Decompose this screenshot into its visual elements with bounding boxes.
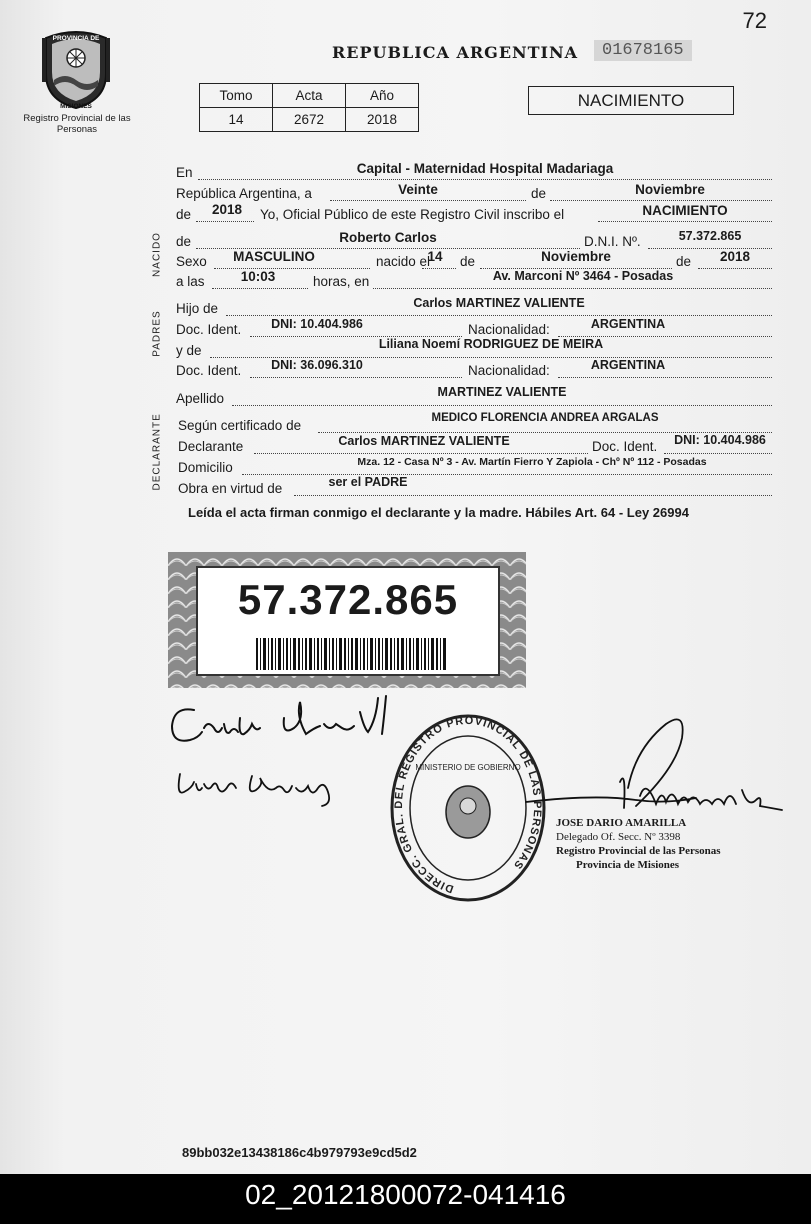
value-madre-nac: ARGENTINA [590, 358, 666, 372]
side-label-padres: PADRES [151, 310, 163, 357]
official-block [556, 816, 721, 872]
value-nombre: Roberto Carlos [339, 230, 437, 245]
label-de-anio: de [176, 207, 192, 222]
value-nac-anio: 2018 [719, 249, 751, 264]
label-segun: Según certificado de [178, 418, 302, 433]
value-nac-mes: Noviembre [541, 249, 611, 264]
value-domicilio: Mza. 12 - Casa Nº 3 - Av. Martín Fierro Y Zapiola - Chº Nº 112 - Posadas [357, 456, 707, 468]
page-number: 72 [742, 8, 767, 33]
value-padre-nac: ARGENTINA [590, 317, 666, 331]
security-stamp [168, 552, 526, 688]
value-hora: 10:03 [240, 269, 276, 284]
value-anio: 2018 [211, 202, 243, 217]
svg-text:DIRECC. GRAL. DEL REGISTRO PRO: DIRECC. GRAL. DEL REGISTRO PROVINCIAL DE LAS PERSONAS [392, 714, 544, 895]
label-horas-en: horas, en [313, 274, 370, 289]
value-mes: Noviembre [635, 182, 705, 197]
serial-number: 01678165 [594, 40, 692, 61]
stamp-label [196, 566, 500, 676]
side-label-declarante: DECLARANTE [151, 413, 163, 491]
value-lugar: Capital - Maternidad Hospital Madariaga [356, 161, 614, 176]
label-apellido: Apellido [176, 391, 225, 406]
anio-header: Año [346, 84, 419, 108]
value-dni: 57.372.865 [678, 229, 742, 243]
label-doc-madre: Doc. Ident. [176, 363, 242, 378]
label-obra: Obra en virtud de [178, 481, 283, 496]
document-hash: 89bb032e13438186c4b979793e9cd5d2 [182, 1145, 417, 1160]
acta-value: 2672 [273, 108, 346, 132]
official-province: Provincia de Misiones [576, 859, 680, 871]
file-id-bar: 02_20121800072-041416 [0, 1174, 811, 1224]
label-nacionalidad-padre: Nacionalidad: [468, 322, 550, 337]
value-acto: NACIMIENTO [642, 203, 728, 218]
acta-header: Acta [273, 84, 346, 108]
label-de-nac-mes: de [460, 254, 476, 269]
side-label-nacido: NACIDO [151, 232, 163, 277]
value-lugar-nac: Av. Marconi Nº 3464 - Posadas [492, 269, 674, 283]
svg-text:MINISTERIO DE GOBIERNO: MINISTERIO DE GOBIERNO [415, 763, 521, 772]
record-table [199, 83, 419, 132]
label-declarante: Declarante [178, 439, 244, 454]
label-en: En [176, 165, 193, 180]
value-madre-doc: DNI: 36.096.310 [271, 358, 363, 372]
value-madre: Liliana Noemí RODRIGUEZ DE MEIRA [378, 337, 604, 351]
value-obra: ser el PADRE [328, 475, 408, 489]
label-dni: D.N.I. Nº. [584, 234, 641, 249]
value-apellido: MARTINEZ VALIENTE [437, 385, 567, 399]
label-de-nombre: de [176, 234, 192, 249]
official-name: JOSE DARIO AMARILLA [556, 817, 687, 829]
svg-text:MISIONES: MISIONES [60, 103, 92, 110]
tomo-value: 14 [200, 108, 273, 132]
stamp-number: 57.372.865 [237, 576, 459, 623]
value-declarante: Carlos MARTINEZ VALIENTE [338, 434, 510, 448]
value-nac-dia: 14 [427, 249, 443, 264]
value-certificado: MEDICO FLORENCIA ANDREA ARGALAS [431, 412, 659, 424]
label-doc-declarante: Doc. Ident. [592, 439, 658, 454]
label-de-mes: de [531, 186, 547, 201]
mother-signature-icon [172, 766, 352, 808]
svg-text:PROVINCIA DE: PROVINCIA DE [52, 35, 100, 42]
value-sexo: MASCULINO [233, 249, 315, 264]
father-signature-icon [164, 688, 414, 760]
record-type-box: NACIMIENTO [528, 86, 734, 115]
value-declarante-doc: DNI: 10.404.986 [674, 433, 766, 447]
label-doc-padre: Doc. Ident. [176, 322, 242, 337]
label-nacionalidad-madre: Nacionalidad: [468, 363, 550, 378]
crest-caption: Registro Provincial de las Personas [23, 113, 131, 135]
value-padre-doc: DNI: 10.404.986 [271, 317, 363, 331]
anio-value: 2018 [346, 108, 419, 132]
closing-note: Leída el acta firman conmigo el declarante y la madre. Hábiles Art. 64 - Ley 26994 [188, 505, 689, 520]
label-hijo-de: Hijo de [176, 301, 219, 316]
label-y-de: y de [176, 343, 202, 358]
document-title: REPUBLICA ARGENTINA [332, 43, 579, 62]
label-republica: República Argentina, a [176, 186, 312, 201]
label-oficial: Yo, Oficial Público de este Registro Civil inscribo el [260, 207, 565, 222]
barcode-icon [256, 638, 446, 670]
official-office: Registro Provincial de las Personas [556, 845, 721, 857]
label-nacido-el: nacido el [376, 254, 431, 269]
province-crest-icon [38, 28, 114, 110]
label-domicilio: Domicilio [178, 460, 233, 475]
value-padre: Carlos MARTINEZ VALIENTE [413, 296, 585, 310]
label-a-las: a las [176, 274, 205, 289]
label-de-nac-anio: de [676, 254, 692, 269]
tomo-header: Tomo [200, 84, 273, 108]
label-sexo: Sexo [176, 254, 207, 269]
official-role: Delegado Of. Secc. Nº 3398 [556, 831, 681, 843]
value-dia: Veinte [398, 182, 438, 197]
